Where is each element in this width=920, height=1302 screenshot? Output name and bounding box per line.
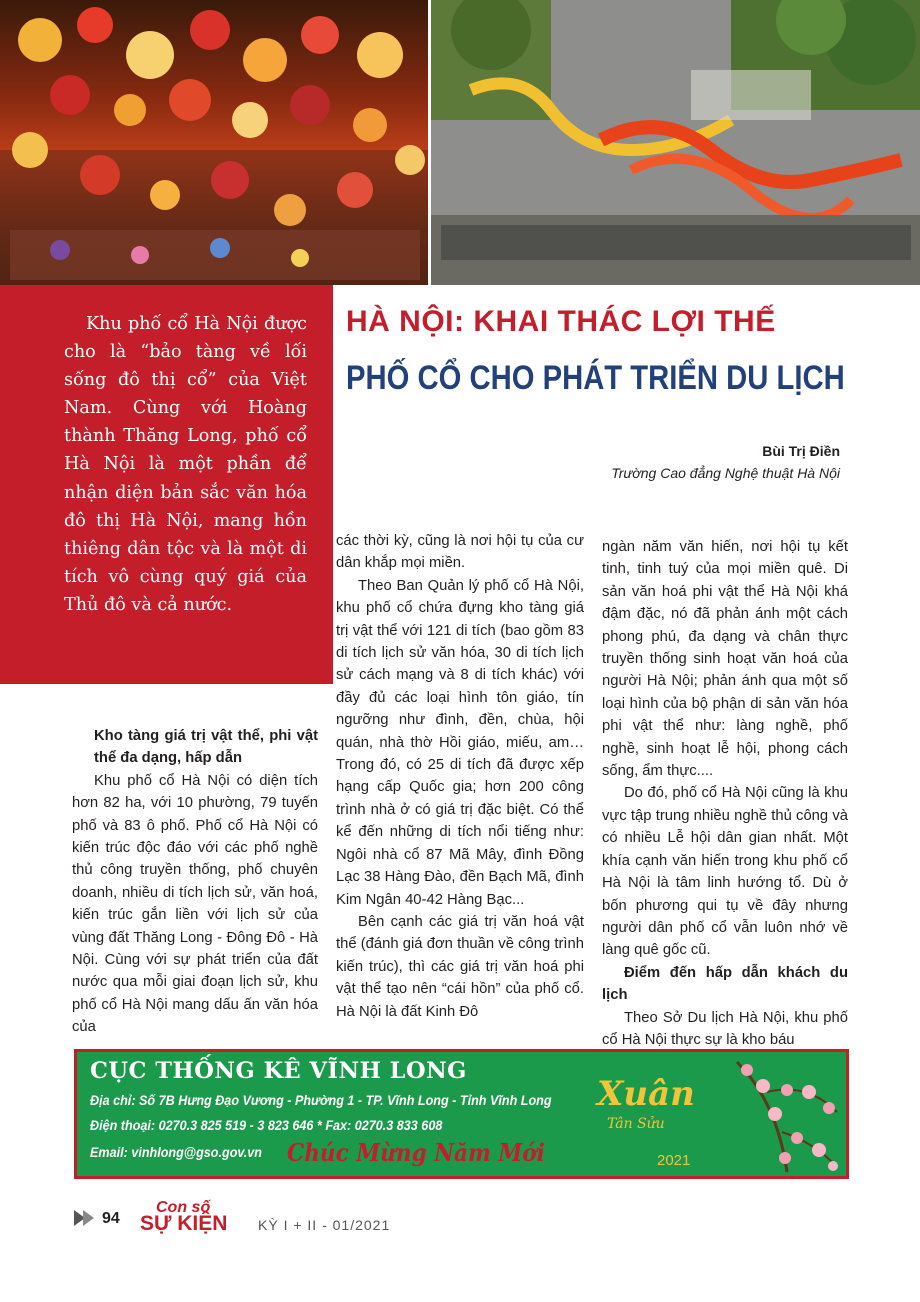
- paragraph: Bên cạnh các giá trị văn hoá vật thể (đánh giá đơn thuần về công trình kiến trúc), thì các giá trị văn hoá phi vật thể tạo nên “cái hồn” của phố cổ. Hà Nội là đất Kinh Đô: [336, 913, 584, 1020]
- paragraph: các thời kỳ, cũng là nơi hội tụ của cư dân khắp mọi miền.: [336, 533, 584, 572]
- ad-address: Địa chỉ: Số 7B Hưng Đạo Vương - Phường 1 - TP. Vĩnh Long - Tỉnh Vĩnh Long: [90, 1092, 552, 1108]
- ad-organization: CỤC THỐNG KÊ VĨNH LONG: [90, 1058, 467, 1084]
- apricot-blossom-icon: [727, 1052, 847, 1176]
- page-arrow-icon: [74, 1210, 96, 1226]
- lantern-street-photo: [0, 0, 428, 285]
- column-2: [336, 530, 584, 1023]
- paragraph: Theo Ban Quản lý phố cổ Hà Nội, khu phố cổ chứa đựng kho tàng giá trị vật thể với 121 di tích (bao gồm 83 di tích lịch sử văn hóa, 30 di tích lịch sử cách mạng và 8 di tích khác) với đầy đủ các loại hình tôn giáo, tín ngưỡng như đình, đền, chùa, hội quán, nhà thờ Hồi giáo, miếu, am… Trong đó, có 25 di tích đã được xếp hạng cấp Quốc gia; hơn 200 công trình nhà ở có giá trị đặc biệt. Có thể kể đến những di tích nổi tiếng như: Ngôi nhà cổ 87 Mã Mây, đình Đồng Lạc 38 Hàng Đào, đền Bạch Mã, đình Kim Ngân 40-42 Hàng Bạc...: [336, 577, 584, 908]
- column-3: [602, 536, 848, 1051]
- advertisement-banner: [74, 1049, 849, 1179]
- paragraph: Khu phố cổ Hà Nội có diện tích hơn 82 ha, với 10 phường, 79 tuyến phố và 83 ô phố. Phố cổ Hà Nội có kiến trúc độc đáo với các phố nghề thủ công truyền thống, phố chuyên doanh, nhiều di tích lịch sử, văn hoá, kiến trúc gắn liền với lịch sử của vùng đất Thăng Long - Đông Đô - Hà Nội. Cùng với sự phát triển của đất nước qua mỗi giai đoạn lịch sử, khu phố cổ Hà Nội mang dấu ấn văn hóa của: [72, 772, 318, 1036]
- magazine-name-bottom: SỰ KIỆN: [140, 1212, 228, 1235]
- paragraph: Theo Sở Du lịch Hà Nội, khu phố cổ Hà Nội thực sự là kho báu: [602, 1009, 848, 1048]
- article-title-line2: PHỐ CỔ CHO PHÁT TRIỂN DU LỊCH: [346, 359, 845, 397]
- author-name: Bùi Trị Điền: [762, 443, 840, 459]
- ad-phone: Điện thoại: 0270.3 825 519 - 3 823 646 * Fax: 0270.3 833 608: [90, 1117, 443, 1133]
- sapo-box: [0, 285, 333, 684]
- ad-greeting: Chúc Mừng Năm Mới: [287, 1138, 545, 1167]
- magazine-name-top: Con số: [156, 1199, 211, 1216]
- ad-year: 2021: [657, 1152, 691, 1169]
- section-heading: Điểm đến hấp dẫn khách du lịch: [602, 964, 848, 1004]
- page-number: 94: [102, 1210, 120, 1227]
- article-title-line1: HÀ NỘI: KHAI THÁC LỢI THẾ: [346, 305, 776, 338]
- dragon-dance-street-photo-icon: [431, 0, 920, 285]
- author-affiliation: Trường Cao đẳng Nghệ thuật Hà Nội: [611, 465, 840, 481]
- issue-label: KỲ I + II - 01/2021: [258, 1217, 391, 1233]
- sapo-text: Khu phố cổ Hà Nội được cho là “bảo tàng về lối sống đô thị cổ” của Việt Nam. Cùng với Hoàng thành Thăng Long, phố cổ Hà Nội là một phần để nhận diện bản sắc văn hóa đô thị Hà Nội, mang hồn thiêng dân tộc và là một di tích vô cùng quý giá của Thủ đô và cả nước.: [64, 314, 307, 615]
- paragraph: Do đó, phố cổ Hà Nội cũng là khu vực tập trung nhiều nghề thủ công và có nhiều Lễ hội dân gian nhất. Một khía cạnh văn hiến trong khu phố cổ Hà Nội là tâm linh hướng tổ. Dù ở bốn phương qui tụ về đây nhưng người dân phố cổ vẫn luôn nhớ về làng quê gốc cũ.: [602, 785, 848, 959]
- lantern-street-photo-icon: [0, 0, 428, 285]
- ad-email: Email: vinhlong@gso.gov.vn: [90, 1144, 262, 1160]
- paragraph: ngàn năm văn hiến, nơi hội tụ kết tinh, tinh tuý của mọi miền quê. Di sản văn hoá phi vật thể Hà Nội khá đậm đặc, nó đã phản ánh một cách phong phú, đa dạng và chân thực truyền thống sinh hoạt văn hoá của người Hà Nội; phản ánh qua một số loại hình của bộ phận di sản văn hóa phi vật thể như: làng nghề, phố nghề, sinh hoạt lễ hội, phong cách sống, ẩm thực....: [602, 539, 848, 780]
- ad-xuan: Xuân: [597, 1074, 695, 1114]
- dragon-dance-street-photo: [431, 0, 920, 285]
- section-heading: Kho tàng giá trị vật thể, phi vật thể đa dạng, hấp dẫn: [94, 728, 318, 767]
- column-1: [72, 725, 318, 1039]
- ad-tan-suu: Tân Sửu: [607, 1116, 665, 1132]
